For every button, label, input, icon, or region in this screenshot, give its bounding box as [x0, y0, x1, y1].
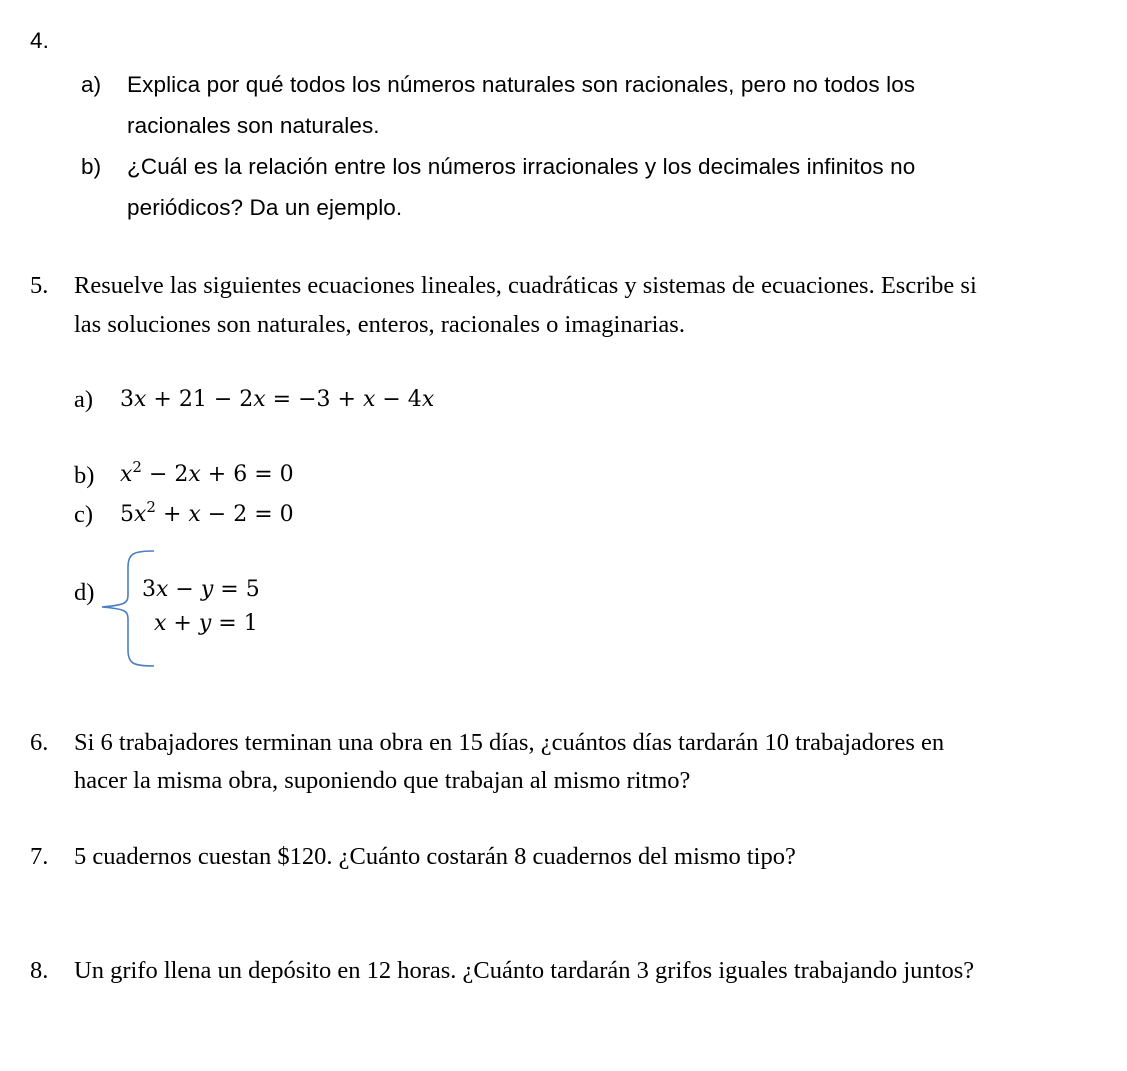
q5-d-equation-2: x + y = 1 [154, 611, 258, 636]
q4-number: 4. [30, 28, 49, 53]
q4-a-line1: Explica por qué todos los números naturales son racionales, pero no todos los [127, 72, 916, 97]
q4-a-label: a) [81, 72, 102, 97]
q5-a-label: a) [74, 386, 94, 413]
q6-number: 6. [30, 729, 49, 756]
q5-number: 5. [30, 272, 49, 299]
q5-c-equation: $5x^2 + x - 2 = 0$ [120, 498, 294, 527]
q4-a-line2: racionales son naturales. [127, 113, 380, 138]
q7-line1: 5 cuadernos cuestan $120. ¿Cuánto costarán 8 cuadernos del mismo tipo? [74, 843, 796, 870]
q8-number: 8. [30, 957, 49, 984]
q5-d-equation-1: 3x − y = 5 [142, 577, 260, 602]
q5-b-equation: $x^2 - 2x + 6 = 0$ [120, 458, 294, 487]
q6-line1: Si 6 trabajadores terminan una obra en 15 días, ¿cuántos días tardarán 10 trabajadores en [74, 729, 945, 756]
q8-line1: Un grifo llena un depósito en 12 horas. ¿Cuánto tardarán 3 grifos iguales trabajando juntos? [74, 957, 975, 984]
q5-b-label: b) [74, 462, 95, 489]
q4-b-line1: ¿Cuál es la relación entre los números irracionales y los decimales infinitos no [127, 154, 916, 179]
system-brace-icon [100, 548, 160, 670]
q6-line2: hacer la misma obra, suponiendo que trabajan al mismo ritmo? [74, 767, 691, 794]
q7-number: 7. [30, 843, 49, 870]
q4-b-line2: periódicos? Da un ejemplo. [127, 195, 403, 220]
q5-c-label: c) [74, 501, 94, 528]
q5-instructions-line2: las soluciones son naturales, enteros, racionales o imaginarias. [74, 311, 685, 338]
q5-d-label: d) [74, 579, 95, 606]
q5-instructions-line1: Resuelve las siguientes ecuaciones lineales, cuadráticas y sistemas de ecuaciones. Escribe si [74, 272, 977, 299]
q4-b-label: b) [81, 154, 102, 179]
q5-a-equation: 3x + 21 − 2x = −3 + x − 4x [120, 387, 435, 412]
